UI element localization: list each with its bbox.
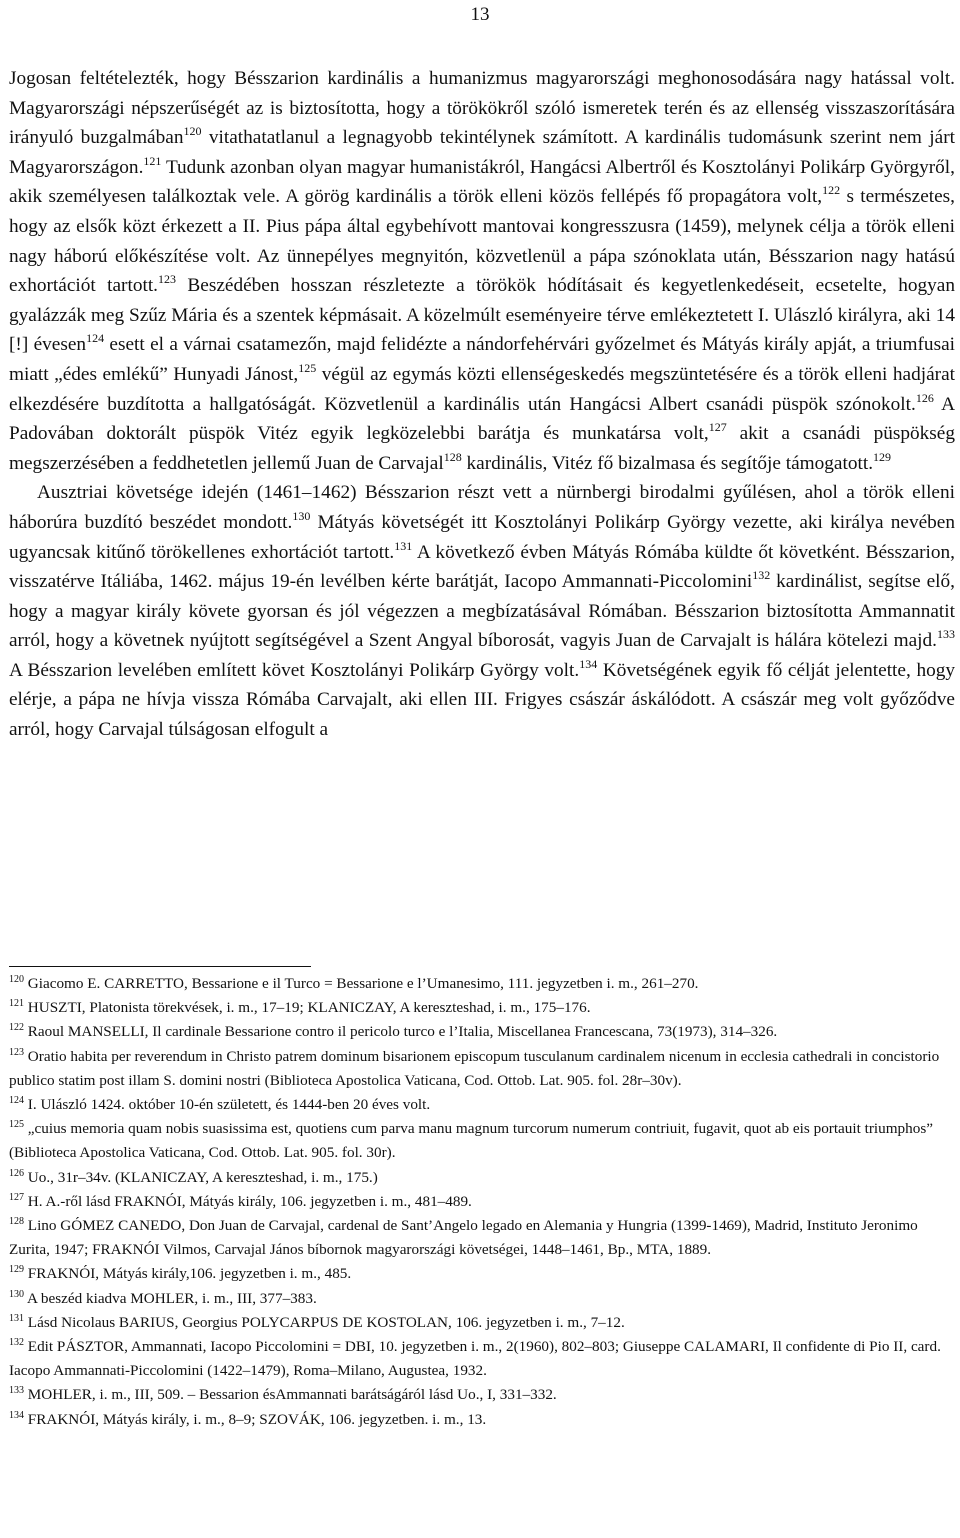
text-run: Tudunk azonban olyan magyar humanistákról, Hangácsi Albertről és Kosztolányi Polikárp Györgyről, akik személyesen találkoztak vele. A görög kardinális a török elleni közös fellépés fő propagátora volt, bbox=[9, 156, 955, 208]
footnote-number: 133 bbox=[9, 1385, 24, 1397]
text-run: MOHLER, i. m., III, 509. – Bessarion ésAmmannati barátságáról lásd Uo., I, 331–332. bbox=[24, 1386, 557, 1404]
footnote-ref: 132 bbox=[752, 568, 771, 583]
footnote bbox=[9, 1311, 955, 1335]
footnote-number: 129 bbox=[9, 1264, 24, 1276]
text-run: végül az egymás közti ellenségeskedés megszüntetésére és a török elleni hadjárat elkezdésére buzdította a hallgatóságát. Közvetlenül a kardinális után Hangácsi Albert csanádi püspök szónokolt. bbox=[9, 363, 955, 415]
footnote-ref: 128 bbox=[443, 449, 462, 464]
paragraph bbox=[9, 478, 955, 744]
footnote-number: 123 bbox=[9, 1046, 24, 1058]
footnote-ref: 124 bbox=[86, 331, 105, 346]
text-run: A következő évben Mátyás Rómába küldte őt követként. Bésszarion, visszatérve Itáliába, 1462. május 19-én levélben kérte barátját, Iacopo Ammannati-Piccolomini bbox=[9, 541, 956, 593]
footnote-ref: 120 bbox=[183, 124, 202, 139]
footnote bbox=[9, 1287, 955, 1311]
footnote-ref: 123 bbox=[158, 272, 177, 287]
footnote bbox=[9, 972, 955, 996]
text-run: esett el a várnai csatamezőn, majd felidézte a nándorfehérvári győzelmet és Mátyás király apját, a triumfusai miatt „édes emlékű” Hunyadi Jánost, bbox=[9, 334, 955, 385]
text-run: H. A.-ről lásd FRAKNÓI, Mátyás király, 106. jegyzetben i. m., 481–489. bbox=[24, 1192, 472, 1210]
footnote bbox=[9, 1335, 955, 1383]
text-run: I. Ulászló 1424. október 10-én született, és 1444-ben 20 éves volt. bbox=[24, 1096, 431, 1114]
text-run: Beszédében hosszan részletezte a törökök hódításait és kegyetlenkedéseit, ecsetelte, hogyan gyalázzák meg Szűz Mária és a szentek képmásait. A közelmúlt eseményeire térve emlékeztetett I. Ulászló királyra, aki 14 [!] évesen bbox=[9, 275, 956, 356]
footnote-number: 126 bbox=[9, 1167, 24, 1179]
footnote bbox=[9, 1214, 955, 1262]
text-run: Lásd Nicolaus BARIUS, Georgius POLYCARPUS DE KOSTOLAN, 106. jegyzetben i. m., 7–12. bbox=[24, 1313, 625, 1331]
text-run: kardinálist, segítse elő, hogy a magyar király követe gyorsan és jól végezzen a megbízatásával Rómában. Bésszarion biztosította Ammannatit arról, hogy a követnek nyújtott segítségével a Szent Angyal bíborosát, vagyis Juan de Carvajalt is hálára kötelezi majd. bbox=[9, 571, 955, 652]
text-run: A beszéd kiadva MOHLER, i. m., III, 377–383. bbox=[24, 1289, 317, 1307]
footnote-ref: 127 bbox=[708, 420, 727, 435]
footnote-number: 131 bbox=[9, 1312, 24, 1324]
footnote-ref: 130 bbox=[292, 508, 311, 523]
footnote bbox=[9, 1020, 955, 1044]
text-run: „cuius memoria quam nobis suasissima est, quotiens cum parva manu magnum turcorum numerum contriuit, fugavit, quot ab eis portauit triumphos” (Biblioteca Apostolica Vaticana, Cod. Ottob. Lat. 905. fol. 30r). bbox=[9, 1120, 933, 1162]
footnote bbox=[9, 1262, 955, 1286]
footnote-ref: 131 bbox=[394, 538, 413, 553]
footnote-number: 128 bbox=[9, 1216, 24, 1228]
text-run: Követségének egyik fő célját jelentette, hogy elérje, a pápa ne hívja vissza Rómába Carvajalt, aki ellen III. Frigyes császár áskálódott. A császár meg volt győződve arról, hogy Carvajal túlságosan elfogult a bbox=[9, 659, 956, 741]
footnote bbox=[9, 1408, 955, 1432]
footnote-ref: 125 bbox=[298, 360, 317, 375]
text-run: HUSZTI, Platonista törekvések, i. m., 17–19; KLANICZAY, A kereszteshad, i. m., 175–176. bbox=[24, 999, 591, 1017]
footnote-ref: 121 bbox=[143, 153, 162, 168]
text-run: Giacomo E. CARRETTO, Bessarione e il Turco = Bessarione e l’Umanesimo, 111. jegyzetben i. m., 261–270. bbox=[24, 975, 699, 992]
footnote-ref: 133 bbox=[937, 627, 955, 642]
footnote-ref: 122 bbox=[822, 183, 841, 198]
text-run: Jogosan feltételezték, hogy Bésszarion kardinális a humanizmus magyarországi meghonosodására nagy hatással volt. Magyarországi népszerűségét az is biztosította, hogy a törökökről szóló ismeretek terén és az ellenség visszaszorítására irányuló buzgalmában bbox=[9, 68, 955, 149]
page-number: 13 bbox=[470, 4, 490, 25]
footnote-number: 134 bbox=[9, 1409, 24, 1421]
footnote-number: 120 bbox=[9, 974, 24, 985]
footnote-ref: 129 bbox=[873, 449, 892, 464]
footnotes bbox=[9, 972, 955, 1432]
text-run: kardinális, Vitéz fő bizalmasa és segítője támogatott. bbox=[461, 452, 874, 474]
text-run: FRAKNÓI, Mátyás király, i. m., 8–9; SZOVÁK, 106. jegyzetben. i. m., 13. bbox=[24, 1410, 487, 1428]
footnote-number: 132 bbox=[9, 1337, 24, 1349]
footnote bbox=[9, 1045, 955, 1093]
text-run: Ausztriai követsége idején (1461–1462) Bésszarion részt vett a nürnbergi birodalmi gyűlésen, ahol a török elleni háborúra buzdító beszédet mondott. bbox=[9, 482, 955, 533]
paragraph bbox=[9, 64, 955, 478]
footnote bbox=[9, 1117, 955, 1165]
text-run: Mátyás követségét itt Kosztolányi Polikárp György vezette, aki királya nevében ugyancsak kitűnő törökellenes exhortációt tartott. bbox=[9, 511, 955, 563]
text-run: Lino GÓMEZ CANEDO, Don Juan de Carvajal, cardenal de Sant’Angelo legado en Alemania y Hungria (1399-1469), Madrid, Instituto Jeronimo Zurita, 1947; FRAKNÓI Vilmos, Carvajal János bíbornok magyarországi követségei, 1448–1461, Bp., MTA, 1889. bbox=[9, 1217, 918, 1259]
footnote bbox=[9, 1190, 955, 1214]
main-text bbox=[9, 64, 955, 745]
footnote-ref: 134 bbox=[579, 656, 598, 671]
text-run: Raoul MANSELLI, Il cardinale Bessarione contro il pericolo turco e l’Italia, Miscellanea Francescana, 73(1973), 314–326. bbox=[24, 1023, 778, 1041]
text-run: A Bésszarion levelében említett követ Kosztolányi Polikárp György volt. bbox=[9, 659, 580, 681]
footnote-separator bbox=[9, 966, 311, 967]
footnote bbox=[9, 1093, 955, 1117]
footnote bbox=[9, 996, 955, 1020]
text-run: FRAKNÓI, Mátyás király,106. jegyzetben i. m., 485. bbox=[24, 1265, 352, 1283]
text-run: vitathatatlanul a legnagyobb tekintélynek számított. A kardinális tudomásunk szerint nem járt Magyarországon. bbox=[9, 127, 955, 178]
text-run: akit a csanádi püspökség megszerzésében a feddhetetlen jellemű Juan de Carvajal bbox=[9, 423, 955, 474]
text-run: Edit PÁSZTOR, Ammannati, Iacopo Piccolomini = DBI, 10. jegyzetben i. m., 2(1960), 802–803; Giuseppe CALAMARI, Il confidente di Pio II, card. Iacopo Ammannati-Piccolomini (1422–1479), Roma–Milano, Augustea, 1932. bbox=[9, 1338, 941, 1380]
text-run: A Padovában doktorált püspök Vitéz egyik legközelebbi barátja és munkatársa volt, bbox=[9, 393, 955, 445]
footnote-number: 122 bbox=[9, 1022, 24, 1034]
footnote bbox=[9, 1166, 955, 1190]
footnote-number: 121 bbox=[9, 998, 24, 1010]
footnote bbox=[9, 1383, 955, 1407]
text-run: Oratio habita per reverendum in Christo patrem dominum bisarionem episcopum tusculanum cardinalem nicenum in ecclesia cathedrali in concistorio publico statim post illam S. domini nostri (Biblioteca Apostolica Vaticana, Cod. Ottob. Lat. 905. fol. 28r–30v). bbox=[9, 1047, 940, 1089]
footnote-number: 125 bbox=[9, 1119, 24, 1131]
text-run: Uo., 31r–34v. (KLANICZAY, A kereszteshad, i. m., 175.) bbox=[24, 1168, 378, 1186]
footnote-ref: 126 bbox=[915, 390, 934, 405]
footnote-number: 130 bbox=[9, 1288, 24, 1300]
text-run: s természetes, hogy az elsők közt érkezett a II. Pius pápa által egybehívott mantovai kongresszusra (1459), melynek célja a török elleni nagy háború előkészítése volt. Az ünnepélyes megnyitón, közvetlenül a pápa szónoklata után, Bésszarion nagy hatású exhortációt tartott. bbox=[9, 186, 955, 297]
footnote-number: 124 bbox=[9, 1095, 24, 1107]
footnote-number: 127 bbox=[9, 1191, 24, 1203]
